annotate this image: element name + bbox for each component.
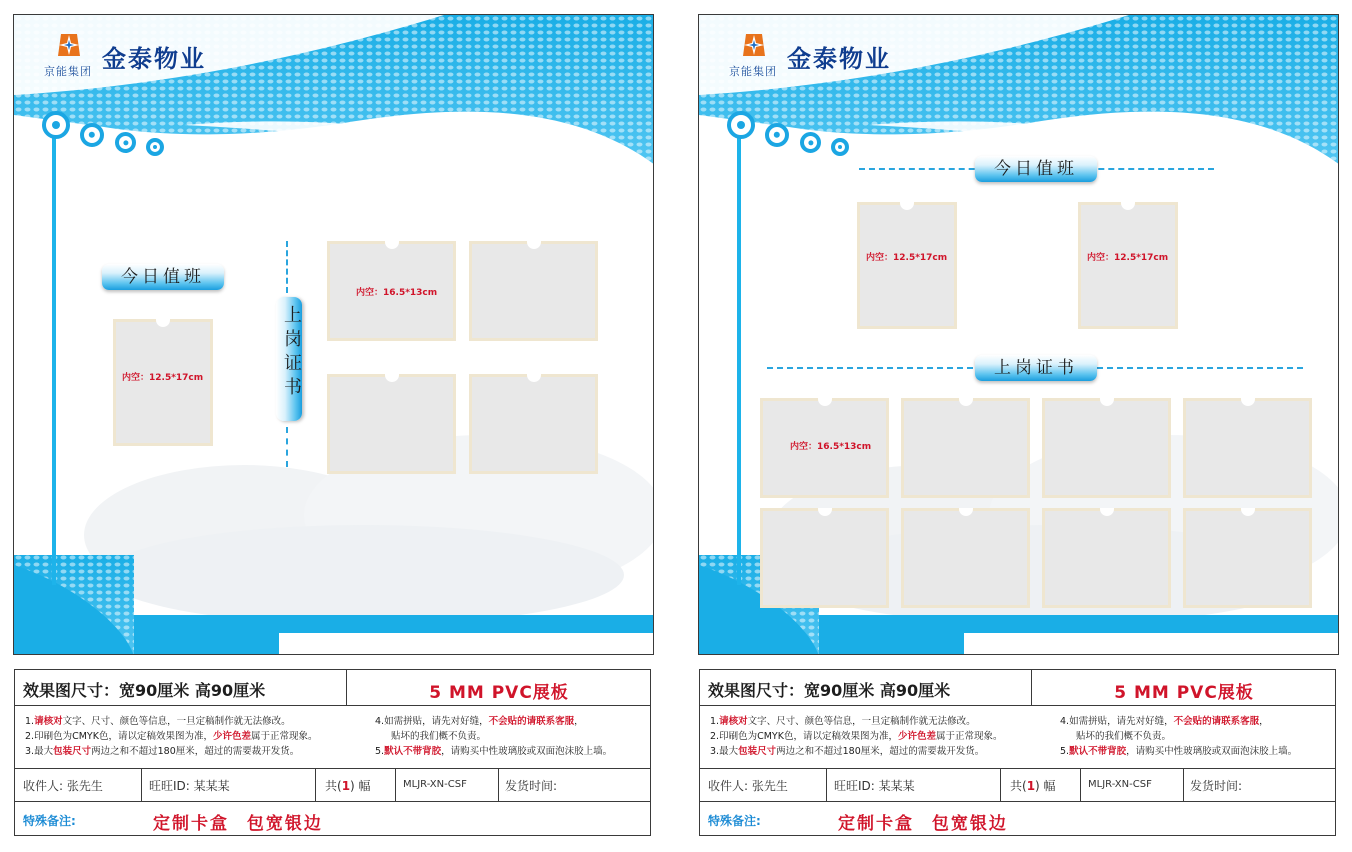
table-divider — [700, 705, 1335, 706]
cert-photo-pocket — [760, 508, 889, 608]
material-label: 5 MM PVC展板 — [1114, 683, 1254, 703]
decor-ring-icon — [800, 132, 821, 153]
decor-ring-icon — [727, 111, 755, 139]
company-name: 金泰物业 — [787, 45, 891, 73]
display-board-right — [698, 14, 1339, 655]
recipient: 收件人: 张先生 — [708, 779, 788, 793]
jingneng-logo-icon — [56, 32, 82, 58]
note-line: 2.印刷色为CMYK色，请以定稿效果图为准，少许色差属于正常现象。 — [710, 731, 1003, 742]
decor-ring-icon — [765, 123, 789, 147]
note-line: 4.如需拼贴，请先对好缝，不会贴的请联系客服， — [375, 716, 584, 727]
table-divider — [15, 705, 650, 706]
panel-count: 共(1) 幅 — [325, 779, 371, 793]
order-info-table-right — [699, 669, 1336, 836]
cert-title-banner: 上岗证书 — [975, 355, 1097, 381]
cert-photo-pocket — [1183, 398, 1312, 498]
table-divider — [315, 768, 316, 801]
jingneng-logo-icon — [741, 32, 767, 58]
panel-count: 共(1) 幅 — [1010, 779, 1056, 793]
table-divider — [1080, 768, 1081, 801]
wangwang-id: 旺旺ID: 某某某 — [149, 779, 230, 793]
remark-value: 定制卡盒 包宽银边 — [838, 814, 1008, 834]
table-divider — [395, 768, 396, 801]
duty-photo-pocket — [857, 202, 957, 329]
cert-photo-pocket — [901, 508, 1030, 608]
table-divider — [826, 768, 827, 801]
company-name: 金泰物业 — [102, 45, 206, 73]
product-code: MLJR-XN-CSF — [1088, 779, 1152, 790]
decor-ring-icon — [42, 111, 70, 139]
pocket-size-label: 内空：12.5*17cm — [122, 373, 204, 383]
table-divider — [1000, 768, 1001, 801]
cert-photo-pocket — [1042, 508, 1171, 608]
notes-left — [25, 714, 317, 759]
notes-right — [375, 714, 612, 759]
ship-time: 发货时间: — [1190, 779, 1243, 793]
decor-ring-icon — [831, 138, 849, 156]
ship-time: 发货时间: — [505, 779, 558, 793]
dashed-divider — [286, 427, 288, 467]
logo-subtitle: 京能集团 — [44, 65, 92, 78]
recipient: 收件人: 张先生 — [23, 779, 103, 793]
note-line: 3.最大包装尺寸两边之和不超过180厘米，超过的需要裁开发货。 — [710, 746, 985, 757]
size-label: 效果图尺寸：宽90厘米 高90厘米 — [23, 681, 266, 700]
pocket-size-label: 内空：16.5*13cm — [356, 288, 438, 298]
table-divider — [141, 768, 142, 801]
notes-left — [710, 714, 1002, 759]
note-line: 贴坏的我们概不负责。 — [391, 731, 487, 742]
duty-title-banner: 今日值班 — [975, 156, 1097, 182]
pocket-size-label: 内空：12.5*17cm — [1087, 253, 1169, 263]
remark-value: 定制卡盒 包宽银边 — [153, 814, 323, 834]
remark-label: 特殊备注: — [708, 814, 761, 828]
cert-photo-pocket — [1042, 398, 1171, 498]
table-divider — [700, 801, 1335, 802]
cert-photo-pocket — [469, 374, 598, 474]
product-code: MLJR-XN-CSF — [403, 779, 467, 790]
pocket-size-label: 内空：16.5*13cm — [790, 442, 872, 452]
size-label: 效果图尺寸：宽90厘米 高90厘米 — [708, 681, 951, 700]
order-info-table-left — [14, 669, 651, 836]
decor-ring-icon — [146, 138, 164, 156]
duty-photo-pocket — [113, 319, 213, 446]
note-line: 2.印刷色为CMYK色，请以定稿效果图为准，少许色差属于正常现象。 — [25, 731, 318, 742]
table-divider — [15, 768, 650, 769]
dashed-divider — [286, 241, 288, 293]
decor-vertical-line — [737, 135, 741, 585]
duty-title-banner: 今日值班 — [102, 264, 224, 290]
note-line: 5.默认不带背胶，请购买中性玻璃胶或双面泡沫胶上墙。 — [1060, 746, 1298, 757]
note-line: 5.默认不带背胶，请购买中性玻璃胶或双面泡沫胶上墙。 — [375, 746, 613, 757]
notes-right — [1060, 714, 1297, 759]
table-divider — [15, 801, 650, 802]
note-line: 贴坏的我们概不负责。 — [1076, 731, 1172, 742]
wangwang-id: 旺旺ID: 某某某 — [834, 779, 915, 793]
cert-photo-pocket — [760, 398, 889, 498]
cert-photo-pocket — [469, 241, 598, 341]
duty-photo-pocket — [1078, 202, 1178, 329]
remark-label: 特殊备注: — [23, 814, 76, 828]
cert-photo-pocket — [327, 374, 456, 474]
decor-ring-icon — [80, 123, 104, 147]
decor-ring-icon — [115, 132, 136, 153]
table-divider — [1183, 768, 1184, 801]
cert-title-banner — [276, 297, 302, 421]
pocket-size-label: 内空：12.5*17cm — [866, 253, 948, 263]
note-line: 1.请核对文字、尺寸、颜色等信息，一旦定稿制作就无法修改。 — [25, 716, 291, 727]
material-label: 5 MM PVC展板 — [429, 683, 569, 703]
cert-photo-pocket — [1183, 508, 1312, 608]
note-line: 4.如需拼贴，请先对好缝，不会贴的请联系客服， — [1060, 716, 1269, 727]
note-line: 1.请核对文字、尺寸、颜色等信息，一旦定稿制作就无法修改。 — [710, 716, 976, 727]
cert-title-text: 上岗证书 — [281, 305, 302, 401]
logo-subtitle: 京能集团 — [729, 65, 777, 78]
note-line: 3.最大包装尺寸两边之和不超过180厘米，超过的需要裁开发货。 — [25, 746, 300, 757]
cert-photo-pocket — [327, 241, 456, 341]
decor-vertical-line — [52, 135, 56, 585]
display-board-left — [13, 14, 654, 655]
cert-photo-pocket — [901, 398, 1030, 498]
table-divider — [700, 768, 1335, 769]
table-divider — [498, 768, 499, 801]
